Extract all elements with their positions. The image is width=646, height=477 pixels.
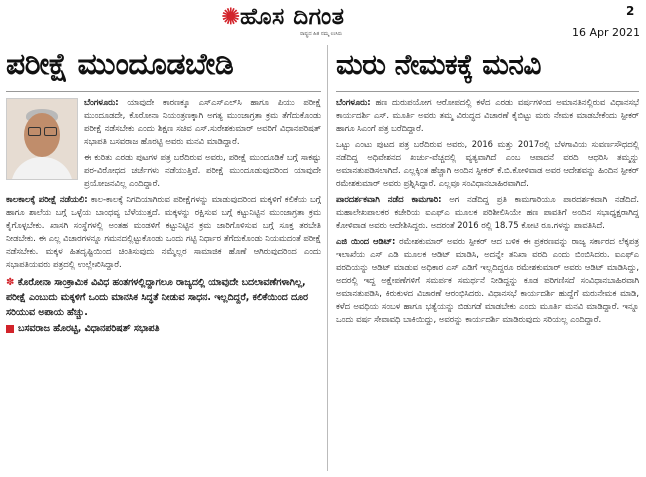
newspaper-logo (222, 3, 344, 30)
paragraph-text: ಯಾವುದೇ ಕಾರಣಕ್ಕೂ ಎಸ್‌ಎಸ್‌ಎಲ್‌ಸಿ ಹಾಗೂ ಪಿಯು ಪರೀಕ್ಷೆ ಮುಂದೂಡದೇ, ಕೊರೋನಾ ನಿಯಂತ್ರಣಕ್ಕಾಗಿ ಅಗತ್ಯ ಮುಂಜಾಗ್ರತಾ ಕ್ರಮ ತೆಗೆದುಕೊಂಡು ಪರೀಕ್ಷೆ ನಡೆಸಬೇಕು ಎಂದು ಶಿಕ್ಷಣ ಸಚಿವ ಎಸ್.ಸುರೇಶಕುಮಾರ್ ಅವರಿಗೆ ವಿಧಾನಪರಿಷತ್ ಸಭಾಪತಿ ಬಸವರಾಜ ಹೊರಟ್ಟಿ ಅವರು ಮನವಿ ಮಾಡಿದ್ದಾರೆ. (84, 97, 321, 146)
article-left (6, 45, 328, 471)
logo-text: ಹೊಸ ದಿಗಂತ (239, 3, 345, 30)
quote-text: ಕೊರೋನಾ ಸಾಂಕ್ರಾಮಿಕ ವಿವಿಧ ಹಂತಗಳಲ್ಲಿದ್ದಾಗಲೂ ರಾಜ್ಯದಲ್ಲಿ ಯಾವುದೇ ಬದಲಾವಣೆಗಳಾಗಿಲ್ಲ, ಪರೀಕ್ಷೆ ಎಂಬುದು ಮಕ್ಕಳಿಗೆ ಒಂದು ಮಾನಸಿಕ ಸಿದ್ಧತೆ ನೀಡುವ ಸಾಧನ. ಇಲ್ಲದಿದ್ದರೆ, ಕಲಿಕೆಯಿಂದ ದೂರ ಸರಿಯುವ ಅಪಾಯ ಹೆಚ್ಚು. (6, 277, 308, 318)
headline-divider (336, 91, 639, 92)
left-headline: ಪರೀಕ್ಷೆ ಮುಂದೂಡಬೇಡಿ (6, 47, 234, 82)
sub-heading: ಪಾರದರ್ಶಕವಾಗಿ ನಡೆದ ಕಾಮಗಾರಿ: (336, 194, 442, 204)
paragraph-text: ರಮೇಶಕುಮಾರ್ ಅವರು ಸ್ಪೀಕರ್ ಆದ ಬಳಿಕ ಈ ಪ್ರಕರಣವನ್ನು ರಾಜ್ಯ ಸರ್ಕಾರದ ಲೆಕ್ಕಪತ್ರ ಇಲಾಖೆಯ ಎಸ್ ಎಡಿ ಮೂಲಕ ಆಡಿಟ್ ಮಾಡಿಸಿ, ಅದನ್ನೇ ತನಿಖಾ ವರದಿ ಎಂದು ಬಿಂಬಿಸಿದರು. ಐಎಫ್‌ಎ ವರದಿಯನ್ನು ಆಡಿಟ್ ಮಾಡುವ ಅಧಿಕಾರ ಎಸ್ ಎಡಿಗೆ ಇಲ್ಲದಿದ್ದರೂ ರಮೇಶಕುಮಾರ್ ಅವರು ಆಡಿಟ್ ಮಾಡಿಸಿದ್ದು, ಅದರಲ್ಲಿ ಇದ್ದ ಅಕ್ಷೇಪಣೆಗಳಿಗೆ ಸಮರ್ಪಕ ಸಮರ್ಥನೆ ನೀಡಿದ್ದನ್ನು ಕೂಡ ಪರಿಗಣಿಸದೆ ಸಂವಿಧಾನಬಾಹಿರವಾಗಿ ಅಮಾನತುಪಡಿಸಿ, ಕಿರುಕುಳದ ವಿಚಾರಣೆ ಆರಂಭಿಸಿದರು. ವಿಧಾನಸಭೆ ಕಾರ್ಯದರ್ಶಿ ಹುದ್ದೆಗೆ ಮರುನೇಮಕ ಮಾಡಿ, ಕಳೆದ ಅವಧಿಯ ಸಂಬಳ ಹಾಗೂ ಭತ್ಯೆಯನ್ನು ಬಿಡುಗಡೆ ಮಾಡಬೇಕು ಎಂದು ಮೂರ್ತಿ ಮನವಿ ಮಾಡಿದ್ದಾರೆ. ಇನ್ನೂ ಒಂದು ವರ್ಷ ಸೇವಾವಧಿ ಬಾಕಿಯಿದ್ದು, ಅವರನ್ನು ಕಾರ್ಯದರ್ಶಿ ಮಾಡಿರುವುದು ಸರಿಯಲ್ಲ ಎಂದಿದ್ದಾರೆ. (336, 236, 639, 324)
right-paragraph-3 (336, 193, 639, 232)
left-paragraph-3 (6, 193, 321, 271)
author-photo (6, 98, 78, 180)
sub-heading: ಎಜಿ ಯಿಂದ ಆಡಿಟ್: (336, 236, 396, 246)
paragraph-text: ಹಣ ದುರುಪಯೋಗ ಆರೋಪದಲ್ಲಿ ಕಳೆದ ಎರಡು ವರ್ಷಗಳಿಂದ ಅಮಾನತಿನಲ್ಲಿರುವ ವಿಧಾನಸಭೆ ಕಾರ್ಯದರ್ಶಿ ಎಸ್. ಮೂರ್ತಿ ಅವರು ತಮ್ಮ ವಿರುದ್ಧದ ವಿಚಾರಣೆ ಕೈಬಿಟ್ಟು ಮರು ನೇಮಕ ಮಾಡಬೇಕೆಂದು ಸ್ಪೀಕರ್ ಹಾಗೂ ಸಿಎಂಗೆ ಪತ್ರ ಬರೆದಿದ್ದಾರೆ. (336, 97, 639, 133)
sun-logo-icon: ✺ (222, 3, 240, 30)
left-paragraph-1 (6, 96, 321, 148)
attribution-text: ಬಸವರಾಜ ಹೊರಟ್ಟಿ, ವಿಧಾನಪರಿಷತ್ ಸಭಾಪತಿ (18, 323, 160, 334)
right-paragraph-2: ಒಟ್ಟು ಎಂಟು ಪುಟದ ಪತ್ರ ಬರೆದಿರುವ ಅವರು, 2016 ಮತ್ತು 2017ರಲ್ಲಿ ಬೆಳಗಾವಿಯ ಸುವರ್ಣಸೌಧದಲ್ಲಿ ನಡೆದಿದ್ದ ಅಧಿವೇಶನದ ಖರ್ಚು-ವೆಚ್ಚದಲ್ಲಿ ವ್ಯತ್ಯವಾಗಿದೆ ಎಂಬ ಆಪಾದನೆ ವರದಿ ಆಧರಿಸಿ ತಮ್ಮನ್ನು ಅಮಾನತುಪಡಿಸಲಾಗಿದೆ. ಎಲ್ಲಕ್ಕಿಂತ ಹೆಚ್ಚಾಗಿ ಅಂದಿನ ಸ್ಪೀಕರ್ ಕೆ.ಬಿ.ಕೋಳಿವಾಡ ಅವರ ಆದೇಶವನ್ನು ಹಿಂದಿನ ಸ್ಪೀಕರ್ ರಮೇಶಕುಮಾರ್ ಅವರು ಪ್ರಶ್ನಿಸಿದ್ದಾರೆ. ಎಲ್ಲವೂ ಸಂವಿಧಾನಬಾಹಿರವಾಗಿದೆ. (336, 139, 639, 188)
paragraph-text: ಕಾಲ-ಕಾಲಕ್ಕೆ ನಿಗದಿಯಾಗಿರುವ ಪರೀಕ್ಷೆಗಳನ್ನು ಮಾಡುವುದರಿಂದ ಮಕ್ಕಳಿಗೆ ಕಲಿಕೆಯ ಬಗ್ಗೆ ಹಾಗೂ ಶಾಲೆಯ ಬಗ್ಗೆ ಒಳ್ಳೆಯ ಬಾಂಧವ್ಯ ಬೆಳೆಯುತ್ತದೆ. ಮಕ್ಕಳನ್ನು ರಕ್ಷಿಸುವ ಬಗ್ಗೆ ಕಟ್ಟುನಿಟ್ಟಿನ ಮುಂಜಾಗ್ರತಾ ಕ್ರಮ ಕೈಗೊಳ್ಳಬೇಕು. ಖಾಸಗಿ ಸಂಸ್ಥೆಗಳಲ್ಲಿ ಅಂತಹ ಮಂಡಳಿಗೆ ಕಟ್ಟುನಿಟ್ಟಿನ ಕ್ರಮ ಜಾರಿಗೊಳಿಸುವ ಬಗ್ಗೆ ಸೂಕ್ತ ತರಬೇತಿ ನೀಡಬೇಕು. ಈ ಎಲ್ಲ ವಿಚಾರಗಳನ್ನೂ ಗಮನದಲ್ಲಿಟ್ಟುಕೊಂಡು ಒಂದು ಗಟ್ಟಿ ನಿರ್ಧಾರ ತೆಗೆದುಕೊಂಡು ನಿಯಮದಂತೆ ಪರೀಕ್ಷೆ ನಡೆಸಬೇಕು. ಮಕ್ಕಳ ಹಿತದೃಷ್ಟಿಯಿಂದ ಚಿಂತಿಸುವುದು ನಮ್ಮೆಲ್ಲರ ಸಾಮಾಜಿಕ ಹೊಣೆ ಆಗಿರುವುದರಿಂದ ಎಂದು ಸಭಾಪತಿಯವರು ಪತ್ರದಲ್ಲಿ ಉಲ್ಲೇಖಿಸಿದ್ದಾರೆ. (6, 194, 321, 269)
paragraph-text: ಅಗ ನಡೆದಿದ್ದ ಪ್ರತಿ ಕಾಮಗಾರಿಯೂ ಪಾರದರ್ಶಕವಾಗಿ ನಡೆದಿದೆ. ಮಹಾಲೇಖಪಾಲಕರ ಕಚೇರಿಯ ಐಎಫ್‌ಎ ಮೂಲಕ ಪರಿಶೀಲಿಸಿಯೇ ಹಣ ಪಾವತಿಗೆ ಅಂದಿನ ಸಭಾಧ್ಯಕ್ಷರಾಗಿದ್ದ ಕೋಳಿವಾಡ ಅವರು ಆದೇಶಿಸಿದ್ದರು. ಅದರಂತೆ 2016 ರಲ್ಲಿ 18.75 ಕೋಟಿ ರೂ.ಗಳನ್ನು ಪಾವತಿಸಿದೆ. (336, 194, 639, 230)
right-paragraph-1 (336, 96, 639, 135)
page-number: 2 (626, 4, 635, 18)
red-square-icon (6, 325, 14, 333)
dateline: ಬೆಂಗಳೂರು: (84, 97, 119, 107)
masthead (0, 0, 646, 38)
quote-attribution (6, 322, 321, 336)
pull-quote (6, 275, 321, 320)
sub-heading: ಕಾಲಕಾಲಕ್ಕೆ ಪರೀಕ್ಷೆ ನಡೆಯಲಿ: (6, 194, 88, 204)
left-paragraph-2: ಈ ಕುರಿತು ಎರಡು ಪುಟಗಳ ಪತ್ರ ಬರೆದಿರುವ ಅವರು, ಪರೀಕ್ಷೆ ಮುಂದೂಡಿಕೆ ಬಗ್ಗೆ ಸಾಕಷ್ಟು ಪರ-ವಿರೋಧದ ಚರ್ಚೆಗಳು ನಡೆಯುತ್ತಿವೆ. ಪರೀಕ್ಷೆ ಮುಂದೂಡುವುದರಿಂದ ಯಾವುದೇ ಪ್ರಯೋಜನವಿಲ್ಲ ಎಂದಿದ್ದಾರೆ. (84, 152, 321, 188)
dateline: ಬೆಂಗಳೂರು: (336, 97, 371, 107)
right-headline: ಮರು ನೇಮಕಕ್ಕೆ ಮನವಿ (336, 48, 541, 81)
headline-divider (6, 91, 321, 92)
article-right (336, 45, 639, 471)
quote-bullet-icon: ✽ (6, 277, 18, 288)
issue-date: 16 Apr 2021 (572, 26, 641, 39)
right-paragraph-4 (336, 235, 639, 326)
masthead-tagline: ರಾಷ್ಟ್ರದ ಹಿತ ನಮ್ಮ ಉಸಿರು (300, 31, 343, 37)
